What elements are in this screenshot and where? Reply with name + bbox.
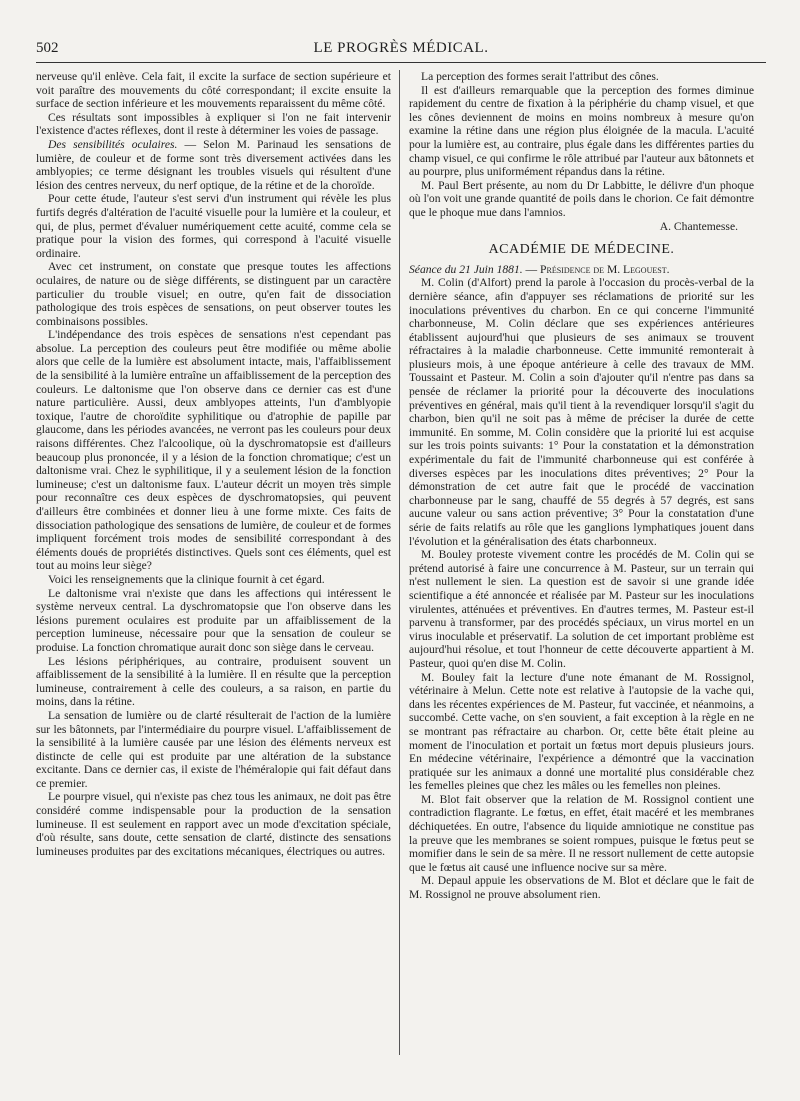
paragraph: Avec cet instrument, on constate que presque toutes les affections oculaires, de nature ou de siège différents, se distinguent par un caractère particulier du trouble visuel; en outre, qu'en fait de dissociation pathologique des trois espèces de sensations, on peut observer toutes les combinaisons possibles.	[36, 260, 391, 328]
session-line	[409, 263, 754, 277]
paragraph: Voici les renseignements que la clinique fournit à cet égard.	[48, 572, 325, 586]
session-date: Séance du 21 Juin 1881.	[409, 262, 523, 276]
journal-title: LE PROGRÈS MÉDICAL.	[313, 40, 489, 56]
column-divider	[399, 70, 400, 1055]
paragraph: M. Colin (d'Alfort) prend la parole à l'occasion du procès-verbal de la dernière séance, afin d'appuyer ses réclamations de priorité sur les inoculations préventives du charbon. En ce qui concerne l'immunité charbonneuse, M. Colin déclare que ses expériences antérieures établissent aujourd'hui que plusieurs de ses animaux se trouvent réfractaires à la maladie charbonneuse. Cette immunité remonterait à plusieurs mois, à une époque antérieure à celle des travaux de MM. Toussaint et Pasteur. M. Colin a soin d'ajouter qu'il n'entre pas dans sa pensée de réclamer la priorité pour la découverte des inoculations préventives en général, mais qu'il tient à la revendiquer lorsqu'il s'agit du charbon, bien qu'il ne soit pas à même de préciser la durée de cette immunité. En somme, M. Colin considère que la priorité lui est acquise sur les trois points suivants: 1° Pour la constatation et la démonstration expérimentale du fait de l'immunité charbonneuse qui est conférée à diverses espèces par les inoculations dites préventives; 2° Pour la démonstration de cet autre fait que le procédé de vaccination charbonneuse par le sang, chauffé de 55 degrés à 57 degrés, est sans aucune valeur ou sans action préventive; 3° Pour la constatation d'une série de faits relatifs au rôle que les ganglions lymphatiques jouent dans l'évolution et la généralisation des états charbonneux.	[409, 276, 754, 548]
paragraph: Le pourpre visuel, qui n'existe pas chez tous les animaux, ne doit pas être considéré comme indispensable pour la production de la sensation lumineuse. Il est seulement en rapport avec un mode d'excitation spéciale, d'où résulte, sans doute, cette sensation de clarté, distincte des sensations lumineuses produites par des excitations mécaniques, électriques ou autres.	[36, 790, 391, 858]
paragraph: Ces résultats sont impossibles à expliquer si l'on ne fait intervenir l'existence d'actes réflexes, dont il reste à déterminer les voies de passage.	[36, 110, 391, 138]
author-signature: A. Chantemesse.	[659, 219, 738, 233]
paragraph: Les lésions périphériques, au contraire, produisent souvent un affaiblissement de la sensibilité à la lumière. Il en résulte que la perception lumineuse, contrairement à celle des couleurs, a sa raison, en partie du moins, dans la rétine.	[36, 654, 391, 709]
paragraph: L'indépendance des trois espèces de sensations n'est cependant pas absolue. La perception des couleurs peut être modifiée ou même abolie alors que celle de la lumière est absolument intacte, mais, l'affaiblissement de la sensibilité à la lumière entraîne un affaiblissement de la perception des couleurs. Le daltonisme que l'on observe dans ce dernier cas est d'une nature particulière. Aussi, deux amblyopes atteints, l'un d'amblyopie toxique, l'autre de choroïdite syphilitique ou d'atrophie de papille par glaucome, dans les périodes avancées, ne verront pas les couleurs pour deux raisons différentes. Chez l'alcoolique, où la dyschromatopsie est d'ailleurs beaucoup plus prononcée, il y a lésion de la fonction chromatique; c'est un daltonisme vrai. Chez le syphilitique, il y a seulement lésion de la fonction lumineuse; c'est un daltonisme faux. L'auteur décrit un moyen très simple pour reconnaître ces deux espèces de dyschromatopsies, qui peuvent d'ailleurs être combinées et donner lieu à une forme mixte. Ces faits de dissociation pathologique des sensations de lumière, de couleur et de formes impliquent forcément trois modes de sensibilité correspondant à des éléments doués de propriétés distinctives. Quels sont ces éléments, quel est tout au moins leur siège?	[36, 328, 391, 573]
paragraph: Il est d'ailleurs remarquable que la perception des formes diminue rapidement du centre de fixation à la périphérie du champ visuel, et que les cônes deviennent de moins en moins nombreux à mesure qu'on examine la rétine dans une région plus éloignée de la macula. L'acuité pour la lumière est, au contraire, plus égale dans les différentes parties du champ visuel, ce qui confirme le rôle attribué par l'auteur aux bâtonnets et au pourpre, plus uniformément répandus dans la rétine.	[409, 83, 754, 179]
paragraph-text: — Selon M. Parinaud les sensations de lumière, de couleur et de forme sont très diversement activées dans les amblyopies; ce terme désignant les troubles visuels qui résultent d'une lésion des centres nerveux, du nerf optique, de la rétine et de la choroïde.	[36, 137, 391, 192]
page-number: 502	[36, 40, 59, 56]
paragraph: Pour cette étude, l'auteur s'est servi d'un instrument qui révèle les plus furtifs degrés d'altération de l'acuité visuelle pour la lumière et la couleur, et qui, de plus, permet d'évaluer numériquement cette acuité, comme cela se pratique pour la vision des formes, qui correspond à l'acuité visuelle ordinaire.	[36, 192, 391, 260]
paragraph: M. Paul Bert présente, au nom du Dr Labbitte, le délivre d'un phoque où l'on voit une grande quantité de poils dans le chorion. Ce fait démontre que le phoque mue dans l'amnios.	[409, 178, 754, 219]
page-header	[36, 36, 766, 63]
paragraph	[36, 138, 391, 192]
paragraph: M. Depaul appuie les observations de M. Blot et déclare que le fait de M. Rossignol ne prouve absolument rien.	[409, 874, 754, 902]
left-column	[36, 70, 391, 1070]
paragraph: M. Bouley fait la lecture d'une note émanant de M. Rossignol, vétérinaire à Melun. Cette note est relative à l'autopsie de la vache qui, dans les récentes expériences de M. Pasteur, fut vaccinée, et néanmoins, a succombé. Cette vache, on s'en souvient, a fait exception à la règle en ne se montrant pas réfractaire au charbon. Or, cette bête était pleine au moment de l'inoculation et portait un fœtus mort depuis plusieurs jours. En médecine vétérinaire, l'expérience a démontré que la vaccination pratiquée sur les animaux a donné une mortalité plus considérable chez les femelles pleines que chez les mâles ou les femelles non pleines.	[409, 670, 754, 793]
paragraph: Le daltonisme vrai n'existe que dans les affections qui intéressent le système nerveux central. La dyschromatopsie que l'on observe dans les lésions purement oculaires est produite par un affaiblissement de la perception lumineuse, nécessaire pour que la sensation de couleur se produise. La fonction chromatique aurait donc son siège dans le cerveau.	[36, 586, 391, 654]
paragraph: M. Bouley proteste vivement contre les procédés de M. Colin qui se prétend autorisé à faire une concurrence à M. Pasteur, sur un terrain qui n'est nullement le sien. La question est de savoir si une grande idée scientifique a été annoncée et réalisée par M. Pasteur sur les inoculations virulentes, atténuées et préventives. En d'autres termes, M. Pasteur est-il parvenu à transformer, par des procédés spéciaux, un virus mortel en un virus inoculable et préservatif. La solution de cet important problème est aujourd'hui résolue, et tout l'honneur de cette découverte appartient à M. Pasteur, quoi qu'en dise M. Colin.	[409, 548, 754, 670]
paragraph: nerveuse qu'il enlève. Cela fait, il excite la surface de section supérieure et voit paraître des mouvements du côté correspondant; il excite ensuite la surface de section inférieure et les mouvements reparaissent du même côté.	[36, 70, 391, 111]
section-title: ACADÉMIE DE MÉDECINE.	[488, 242, 675, 258]
paragraph: M. Blot fait observer que la relation de M. Rossignol contient une contradiction flagrante. Le fœtus, en effet, était macéré et les membranes déchiquetées. En outre, l'absence du liquide amniotique ne constitue pas la preuve que les membranes se soient rompues, puisque le fœtus peut se momifier dans le sein de sa mère. Il ne ressort nullement de cette autopsie que le fœtus ait causé une influence nocive sur sa mère.	[409, 792, 754, 874]
paragraph: La perception des formes serait l'attribut des cônes.	[421, 70, 659, 83]
right-column	[409, 70, 754, 1070]
session-president: — Présidence de M. Legouest.	[522, 262, 670, 276]
paragraph: La sensation de lumière ou de clarté résulterait de l'action de la lumière sur les bâtonnets, par l'intermédiaire du pourpre visuel. L'affaiblissement de la sensibilité à la lumière causée par une lésion des éléments nerveux est distincte de celle qui est produite par une altération de la substance excitante. Dans ce dernier cas, il existe de l'héméralopie qui fait défaut dans ce premier.	[36, 708, 391, 790]
subsection-title: Des sensibilités oculaires.	[48, 137, 178, 151]
